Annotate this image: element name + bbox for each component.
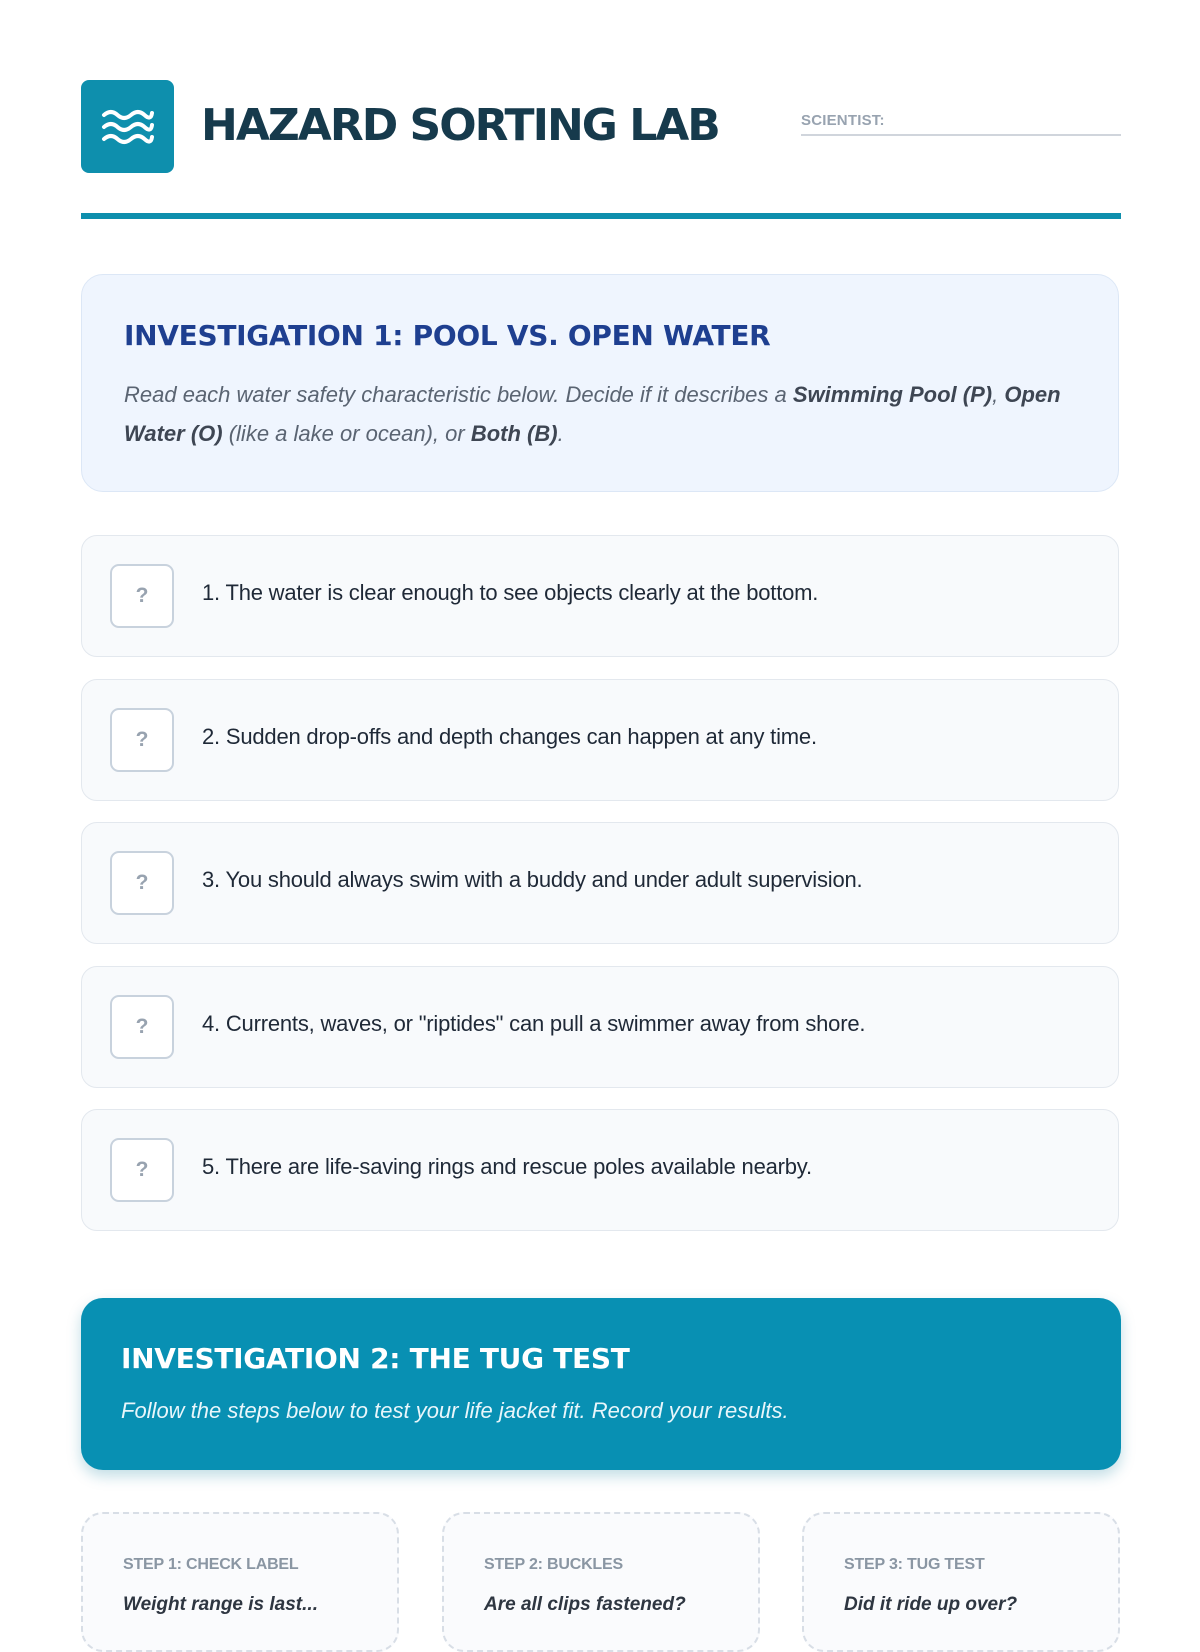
step-question: Are all clips fastened?	[484, 1594, 686, 1615]
header	[81, 80, 1121, 174]
scientist-label: SCIENTIST:	[801, 112, 885, 129]
answer-box[interactable]: ?	[110, 851, 174, 915]
sorting-item	[81, 822, 1119, 944]
step-label: STEP 1: CHECK LABEL	[123, 1556, 299, 1573]
instructions-prefix: Read each water safety characteristic below. Decide if it describes a	[124, 382, 793, 407]
answer-box[interactable]: ?	[110, 708, 174, 772]
investigation-1-panel	[81, 274, 1119, 492]
step-card	[81, 1512, 399, 1652]
instructions-suffix: .	[557, 421, 564, 446]
sorting-item	[81, 966, 1119, 1088]
page-title: HAZARD SORTING LAB	[201, 100, 719, 151]
investigation-1-title: INVESTIGATION 1: POOL VS. OPEN WATER	[124, 319, 771, 352]
step-card	[802, 1512, 1120, 1652]
item-text: 4. Currents, waves, or "riptides" can pull a swimmer away from shore.	[202, 1011, 866, 1036]
instructions-sep: ,	[992, 382, 1005, 407]
step-label: STEP 3: TUG TEST	[844, 1556, 985, 1573]
item-text: 5. There are life-saving rings and rescue poles available nearby.	[202, 1154, 812, 1179]
item-text: 2. Sudden drop-offs and depth changes can happen at any time.	[202, 724, 817, 749]
answer-box[interactable]: ?	[110, 1138, 174, 1202]
investigation-2-instructions: Follow the steps below to test your life jacket fit. Record your results.	[121, 1398, 789, 1423]
sorting-item	[81, 679, 1119, 801]
instructions-middle: (like a lake or ocean), or	[222, 421, 471, 446]
logo-badge	[81, 80, 174, 173]
sorting-item	[81, 535, 1119, 657]
investigation-2-banner	[81, 1298, 1121, 1470]
option-pool: Swimming Pool (P)	[792, 382, 993, 407]
option-open-water: Open Water (O)	[124, 382, 1061, 446]
sorting-item	[81, 1109, 1119, 1231]
step-card	[442, 1512, 760, 1652]
answer-box[interactable]: ?	[110, 995, 174, 1059]
item-text: 3. You should always swim with a buddy and under adult supervision.	[202, 867, 863, 892]
investigation-1-instructions	[124, 375, 1084, 453]
scientist-name-field[interactable]	[801, 110, 1121, 136]
step-question: Weight range is last...	[123, 1594, 318, 1615]
header-divider	[81, 213, 1121, 219]
investigation-2-title: INVESTIGATION 2: THE TUG TEST	[121, 1342, 630, 1375]
option-both: Both (B)	[470, 421, 558, 446]
waves-icon	[101, 107, 155, 147]
answer-box[interactable]: ?	[110, 564, 174, 628]
step-label: STEP 2: BUCKLES	[484, 1556, 623, 1573]
step-question: Did it ride up over?	[844, 1594, 1018, 1615]
item-text: 1. The water is clear enough to see objects clearly at the bottom.	[202, 580, 819, 605]
